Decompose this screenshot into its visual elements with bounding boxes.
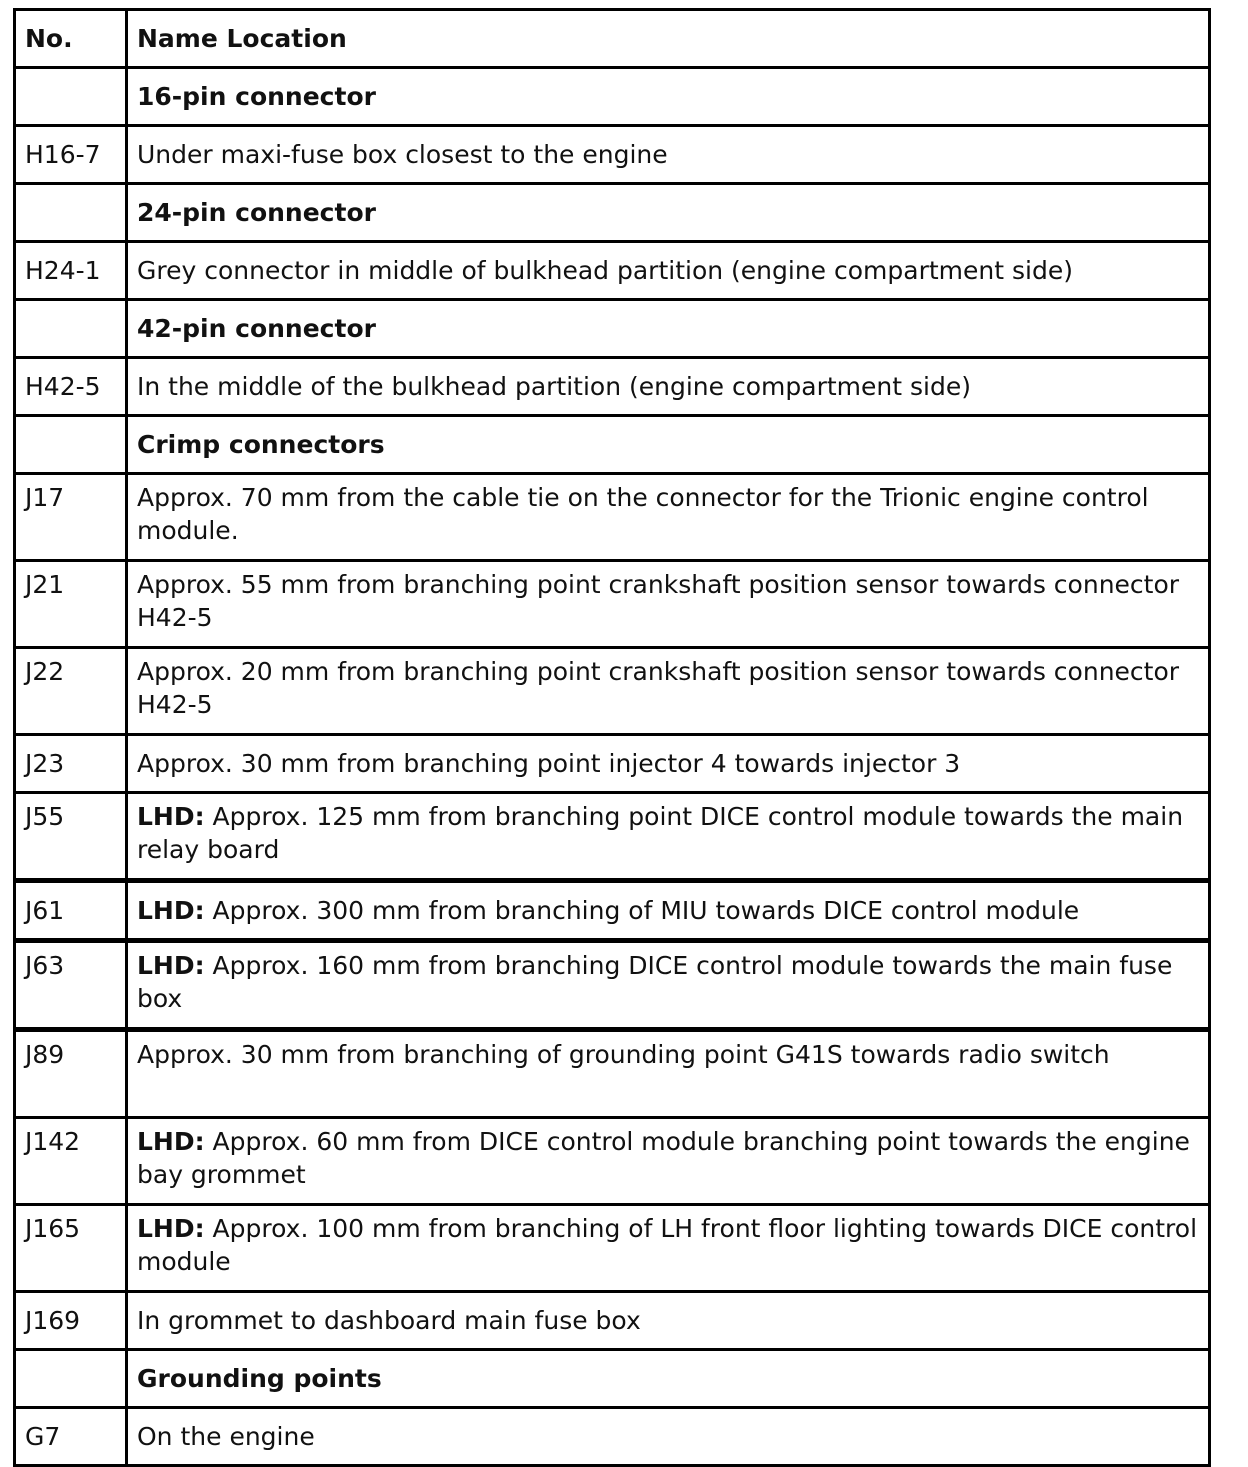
- cell-section-title: [127, 1350, 1210, 1408]
- table-row: [15, 1292, 1210, 1350]
- section-header-row: [15, 416, 1210, 474]
- location-text: Grey connector in middle of bulkhead partition (engine compartment side): [137, 256, 1073, 285]
- location-prefix: LHD:: [137, 951, 205, 980]
- cell-no: [15, 300, 127, 358]
- table-body: [15, 68, 1210, 1466]
- location-text: Approx. 300 mm from branching of MIU towards DICE control module: [204, 896, 1080, 925]
- table-row: [15, 793, 1210, 881]
- location-prefix: LHD:: [137, 802, 205, 831]
- location-text: Approx. 60 mm from DICE control module branching point towards the engine bay grommet: [137, 1127, 1190, 1189]
- table-row: [15, 735, 1210, 793]
- cell-no: J55: [15, 793, 127, 881]
- cell-no: H16-7: [15, 126, 127, 184]
- cell-no: J89: [15, 1030, 127, 1118]
- cell-location: [127, 648, 1210, 735]
- table-row: [15, 126, 1210, 184]
- table-row: [15, 1205, 1210, 1292]
- table-row: [15, 881, 1210, 941]
- location-prefix: LHD:: [137, 1214, 205, 1243]
- cell-location: [127, 126, 1210, 184]
- cell-no: G7: [15, 1408, 127, 1466]
- location-text: Under maxi-fuse box closest to the engine: [137, 140, 668, 169]
- location-text: Approx. 30 mm from branching of grounding point G41S towards radio switch: [137, 1040, 1110, 1069]
- cell-section-title: [127, 184, 1210, 242]
- table-row: [15, 242, 1210, 300]
- section-header-row: [15, 300, 1210, 358]
- table-row: [15, 358, 1210, 416]
- location-text: In grommet to dashboard main fuse box: [137, 1306, 641, 1335]
- location-prefix: LHD:: [137, 1127, 205, 1156]
- table-row: [15, 1408, 1210, 1466]
- table-header-row: [15, 10, 1210, 68]
- cell-no: J165: [15, 1205, 127, 1292]
- cell-no: [15, 1350, 127, 1408]
- cell-no: J63: [15, 941, 127, 1030]
- location-text: In the middle of the bulkhead partition (engine compartment side): [137, 372, 971, 401]
- cell-no: J21: [15, 561, 127, 648]
- location-text: Approx. 125 mm from branching point DICE control module towards the main relay board: [137, 802, 1184, 864]
- cell-location: [127, 1408, 1210, 1466]
- header-name-location: Name Location: [127, 10, 1210, 68]
- cell-no: H24-1: [15, 242, 127, 300]
- section-header-row: [15, 68, 1210, 126]
- table-row: [15, 941, 1210, 1030]
- section-header-row: [15, 1350, 1210, 1408]
- cell-no: J23: [15, 735, 127, 793]
- cell-no: J169: [15, 1292, 127, 1350]
- table-row: [15, 474, 1210, 561]
- table-row: [15, 648, 1210, 735]
- section-header-row: [15, 184, 1210, 242]
- cell-no: H42-5: [15, 358, 127, 416]
- cell-location: [127, 793, 1210, 881]
- cell-location: [127, 474, 1210, 561]
- cell-location: [127, 561, 1210, 648]
- location-text: Approx. 20 mm from branching point crankshaft position sensor towards connector H42-5: [137, 657, 1180, 719]
- cell-location: [127, 735, 1210, 793]
- cell-no: [15, 184, 127, 242]
- cell-no: J61: [15, 881, 127, 941]
- cell-location: [127, 1118, 1210, 1205]
- location-text: 16-pin connector: [137, 82, 376, 111]
- cell-location: [127, 881, 1210, 941]
- cell-location: [127, 941, 1210, 1030]
- cell-no: J22: [15, 648, 127, 735]
- cell-section-title: [127, 416, 1210, 474]
- cell-section-title: [127, 68, 1210, 126]
- location-text: Approx. 160 mm from branching DICE control module towards the main fuse box: [137, 951, 1173, 1013]
- cell-location: [127, 242, 1210, 300]
- cell-no: [15, 68, 127, 126]
- cell-no: [15, 416, 127, 474]
- location-text: Grounding points: [137, 1364, 382, 1393]
- connector-location-table: [13, 8, 1211, 1467]
- cell-location: [127, 358, 1210, 416]
- cell-location: [127, 1030, 1210, 1118]
- location-text: Approx. 55 mm from branching point crankshaft position sensor towards connector H42-5: [137, 570, 1180, 632]
- table-row: [15, 1118, 1210, 1205]
- location-text: Approx. 100 mm from branching of LH front floor lighting towards DICE control module: [137, 1214, 1198, 1276]
- location-text: Crimp connectors: [137, 430, 385, 459]
- table-row: [15, 561, 1210, 648]
- location-text: 24-pin connector: [137, 198, 376, 227]
- table-row: [15, 1030, 1210, 1118]
- cell-location: [127, 1205, 1210, 1292]
- location-prefix: LHD:: [137, 896, 205, 925]
- cell-section-title: [127, 300, 1210, 358]
- location-text: Approx. 70 mm from the cable tie on the connector for the Trionic engine control module.: [137, 483, 1149, 545]
- cell-no: J17: [15, 474, 127, 561]
- cell-no: J142: [15, 1118, 127, 1205]
- location-text: Approx. 30 mm from branching point injector 4 towards injector 3: [137, 749, 961, 778]
- header-no: No.: [15, 10, 127, 68]
- cell-location: [127, 1292, 1210, 1350]
- location-text: On the engine: [137, 1422, 315, 1451]
- location-text: 42-pin connector: [137, 314, 376, 343]
